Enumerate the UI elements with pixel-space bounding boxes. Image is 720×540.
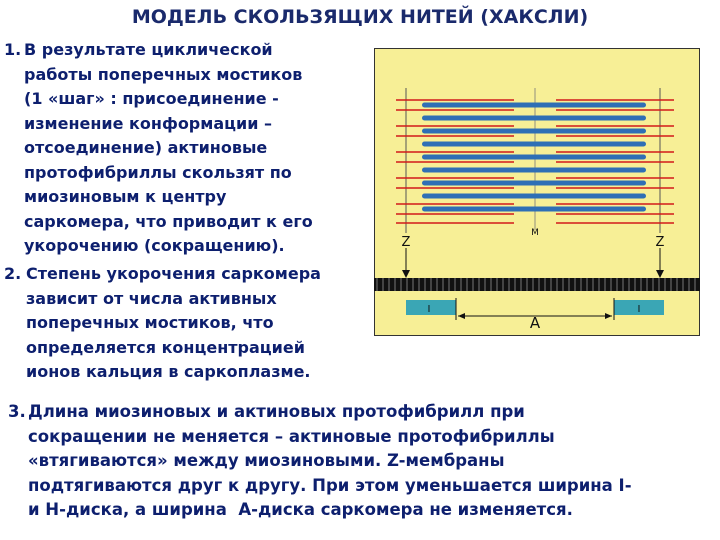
band-stripe (532, 278, 534, 291)
band-stripe (694, 278, 696, 291)
point-1-line: отсоединение) актиновые (24, 138, 268, 157)
band-stripe (478, 278, 480, 291)
band-stripe (460, 278, 462, 291)
point-3-line: и Н-диска, а ширина А-диска саркомера не изменяется. (28, 500, 573, 519)
point-2-line: поперечных мостиков, что (26, 313, 274, 332)
band-stripe (610, 278, 612, 291)
band-stripe (628, 278, 630, 291)
point-3 (8, 400, 708, 523)
band-stripe (412, 278, 414, 291)
band-stripe (526, 278, 528, 291)
band-stripe (544, 278, 546, 291)
band-stripe (622, 278, 624, 291)
point-2-line: ионов кальция в саркоплазме. (26, 362, 311, 381)
band-stripe (670, 278, 672, 291)
m-line-label: M (531, 228, 539, 238)
point-1-number: 1. (4, 40, 22, 59)
point-3-line: «втягиваются» между миозиновыми. Z-мембраны (28, 451, 505, 470)
band-stripe (502, 278, 504, 291)
band-stripe (490, 278, 492, 291)
band-stripe (484, 278, 486, 291)
band-stripe (418, 278, 420, 291)
myosin-filament (422, 129, 646, 134)
slide-title: МОДЕЛЬ СКОЛЬЗЯЩИХ НИТЕЙ (ХАКСЛИ) (131, 6, 589, 28)
band-stripe (562, 278, 564, 291)
myosin-filament (422, 207, 646, 212)
band-stripe (466, 278, 468, 291)
myosin-filament (422, 142, 646, 147)
point-1-line: протофибриллы скользят по (24, 162, 292, 182)
myosin-filament (422, 194, 646, 199)
point-1-line: укорочению (сокращению). (24, 236, 285, 255)
striation-band (374, 278, 700, 291)
band-stripe (568, 278, 570, 291)
band-stripe (442, 278, 444, 291)
band-stripe (574, 278, 576, 291)
band-stripe (580, 278, 582, 291)
band-stripe (664, 278, 666, 291)
point-3-number: 3. (8, 402, 26, 421)
z-right-label: Z (655, 235, 665, 250)
band-stripe (604, 278, 606, 291)
myosin-filament (422, 181, 646, 186)
point-1-line: В результате циклической (24, 40, 273, 59)
point-2-line: Степень укорочения саркомера (26, 264, 321, 283)
point-3-line: сокращении не меняется – актиновые протофибриллы (28, 426, 555, 446)
point-1-line: миозиновым к центру (24, 187, 227, 206)
point-1-line: работы поперечных мостиков (24, 64, 303, 84)
band-stripe (406, 278, 408, 291)
band-stripe (514, 278, 516, 291)
band-stripe (658, 278, 660, 291)
point-2-line: зависит от числа активных (26, 288, 277, 308)
band-stripe (376, 278, 378, 291)
band-stripe (592, 278, 594, 291)
point-3-line: Длина миозиновых и актиновых протофибрилл при (28, 402, 525, 421)
sarcomere-diagram (374, 48, 700, 336)
band-stripe (640, 278, 642, 291)
band-stripe (382, 278, 384, 291)
myosin-filament (422, 168, 646, 173)
band-stripe (400, 278, 402, 291)
band-stripe (520, 278, 522, 291)
band-stripe (688, 278, 690, 291)
a-band-label: A (529, 314, 541, 332)
band-stripe (454, 278, 456, 291)
point-2 (4, 262, 366, 385)
band-stripe (652, 278, 654, 291)
band-stripe (598, 278, 600, 291)
band-stripe (508, 278, 510, 291)
band-stripe (388, 278, 390, 291)
band-stripe (634, 278, 636, 291)
band-stripe (550, 278, 552, 291)
z-left-label: Z (401, 235, 411, 250)
myosin-filament (422, 103, 646, 108)
band-stripe (616, 278, 618, 291)
i-right-label: I (637, 304, 641, 315)
point-1-line: (1 «шаг» : присоединение - (24, 89, 279, 108)
i-left-label: I (427, 304, 431, 315)
band-stripe (682, 278, 684, 291)
point-1-line: изменение конформации – (24, 113, 272, 133)
band-stripe (394, 278, 396, 291)
diagram-background (375, 49, 700, 336)
point-2-line: определяется концентрацией (26, 337, 305, 357)
band-stripe (676, 278, 678, 291)
band-stripe (436, 278, 438, 291)
band-stripe (496, 278, 498, 291)
band-stripe (424, 278, 426, 291)
point-3-line: подтягиваются друг к другу. При этом уменьшается ширина I- (28, 475, 632, 495)
band-stripe (472, 278, 474, 291)
myosin-filament (422, 116, 646, 121)
band-stripe (556, 278, 558, 291)
band-stripe (430, 278, 432, 291)
point-1 (4, 38, 364, 259)
myosin-filament (422, 155, 646, 160)
point-2-number: 2. (4, 264, 22, 283)
i-band-left (406, 300, 456, 315)
point-1-line: саркомера, что приводит к его (24, 211, 313, 231)
band-stripe (646, 278, 648, 291)
band-stripe (586, 278, 588, 291)
band-stripe (538, 278, 540, 291)
band-stripe (448, 278, 450, 291)
